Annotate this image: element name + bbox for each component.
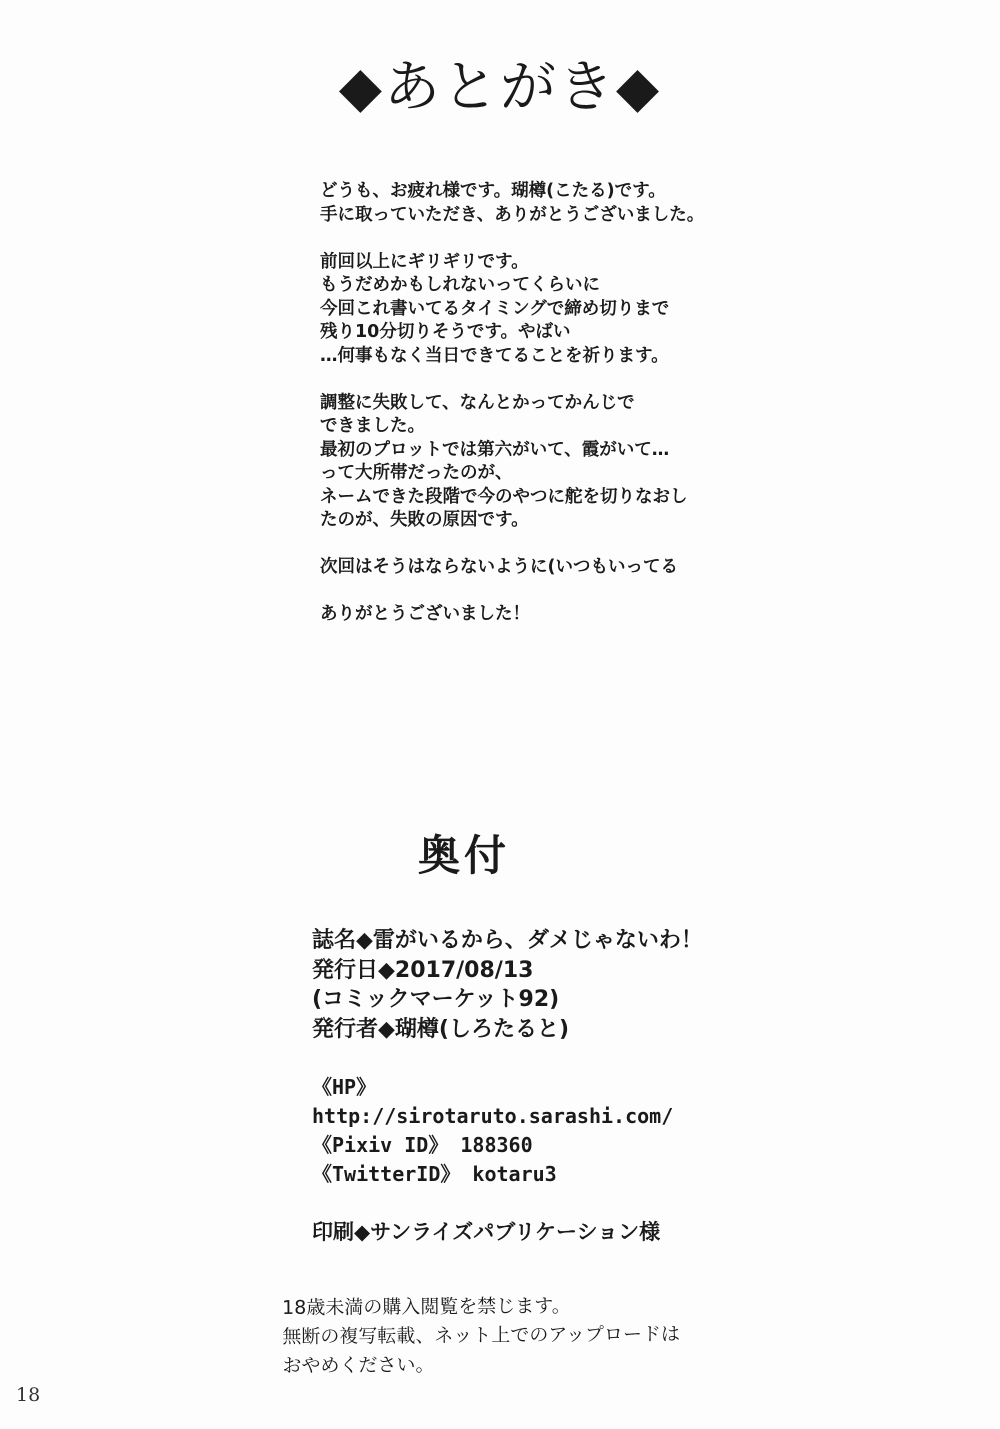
notice-line: おやめください。: [282, 1353, 435, 1377]
afterword-line: 今回これ書いてるタイミングで締め切りまで: [320, 298, 670, 319]
pixiv-id: 《Pixiv ID》 188360: [312, 1133, 533, 1157]
afterword-body: [320, 180, 780, 627]
afterword-line: ネームできた段階で今のやつに舵を切りなおし: [320, 486, 688, 507]
colophon-info: [312, 926, 772, 1044]
twitter-id: 《TwitterID》 kotaru3: [312, 1162, 557, 1186]
colophon-links: [312, 1073, 772, 1189]
afterword-paragraph: [320, 180, 780, 227]
notice-line: 18歳未満の購入閲覧を禁じます。: [282, 1294, 571, 1319]
afterword-line: 最初のプロットでは第六がいて、霞がいて…: [320, 439, 670, 460]
afterword-line: ありがとうございました！: [320, 604, 530, 624]
afterword-line: できました。: [320, 416, 425, 436]
afterword-line: 手に取っていただき、ありがとうございました。: [320, 204, 705, 225]
afterword-line: 残り10分切りそうです。やばい: [320, 322, 571, 342]
notice-line: 無断の複写転載、ネット上でのアップロードは: [282, 1323, 681, 1348]
afterword-line: …何事もなく当日できてることを祈ります。: [320, 345, 669, 366]
colophon-title: 奥付: [418, 831, 511, 880]
colophon-event: (コミックマーケット92): [312, 987, 560, 1012]
afterword-line: 調整に失敗して、なんとかってかんじで: [320, 392, 635, 413]
afterword-paragraph: [320, 392, 780, 533]
afterword-paragraph: [320, 251, 780, 369]
colophon-book-title: 誌名◆雷がいるから、ダメじゃないわ！: [312, 928, 703, 953]
afterword-line: 次回はそうはならないように(いつもいってる: [320, 557, 678, 577]
afterword-line: どうも、お疲れ様です。瑚樽(こたる)です。: [320, 181, 666, 201]
colophon-publisher: 発行者◆瑚樽(しろたると): [312, 1016, 570, 1042]
afterword-title: ◆あとがき◆: [338, 55, 662, 120]
homepage-url: http://sirotaruto.sarashi.com/: [312, 1104, 674, 1128]
afterword-line: って大所帯だったのが、: [320, 463, 513, 483]
afterword-line: たのが、失敗の原因です。: [320, 510, 529, 530]
homepage-label: 《HP》: [312, 1075, 377, 1099]
page-number: 18: [16, 1384, 41, 1406]
afterword-line: 前回以上にギリギリです。: [320, 251, 529, 272]
afterword-paragraph: [320, 603, 780, 627]
handwritten-notice: [282, 1290, 803, 1381]
colophon-issue-date: 発行日◆2017/08/13: [312, 957, 534, 983]
afterword-line: もうだめかもしれないってくらいに: [320, 275, 600, 295]
afterword-paragraph: [320, 556, 780, 580]
printer-credit: 印刷◆サンライズパブリケーション様: [312, 1220, 661, 1244]
